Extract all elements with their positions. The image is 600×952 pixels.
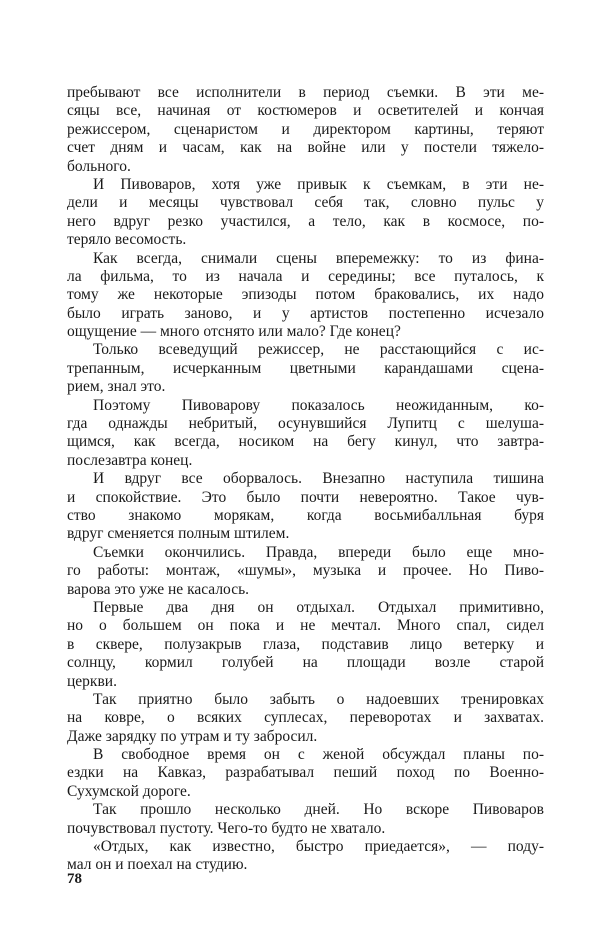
text-line: Первые два дня он отдыхал. Отдыхал примитивно, — [93, 598, 544, 616]
text-line: послезавтра конец. — [67, 451, 193, 469]
text-line: него вдруг резко участился, а тело, как в космосе, по- — [67, 212, 544, 230]
paragraph — [67, 250, 544, 342]
paragraph — [67, 470, 544, 544]
text-line: го работы: монтаж, «шумы», музыка и прочее. Но Пиво- — [67, 562, 544, 580]
text-line: Так приятно было забыть о надоевших тренировках — [93, 690, 544, 708]
text-line: почувствовал пустоту. Чего-то будто не хватало. — [67, 819, 386, 837]
text-line: рием, знал это. — [67, 378, 166, 396]
text-line: «Отдых, как известно, быстро приедается», — поду- — [93, 838, 544, 856]
text-line: Поэтому Пивоварову показалось неожиданным, ко- — [93, 396, 544, 414]
text-line: солнцу, кормил голубей на площади возле старой — [67, 654, 544, 672]
text-line: в сквере, полузакрыв глаза, подставив лицо ветерку и — [67, 635, 544, 653]
paragraph — [67, 801, 544, 838]
paragraph — [67, 544, 544, 599]
text-line: пребывают все исполнители в период съемки. В эти ме- — [67, 84, 544, 101]
paragraph — [67, 691, 544, 746]
text-line: Так прошло несколько дней. Но вскоре Пивоваров — [93, 801, 544, 819]
page-number: 78 — [67, 871, 82, 887]
text-line: счет дням и часам, как на войне или у постели тяжело- — [67, 139, 544, 157]
text-line: тому же некоторые эпизоды потом браковались, их надо — [67, 286, 544, 304]
text-line: ла фильма, то из начала и середины; все путалось, к — [67, 267, 544, 285]
text-line: вдруг сменяется полным штилем. — [67, 525, 290, 543]
paragraph — [67, 599, 544, 691]
text-line: И Пивоваров, хотя уже привык к съемкам, в эти не- — [93, 175, 544, 193]
paragraph — [67, 84, 544, 176]
text-line: Только всеведущий режиссер, не расстающийся с ис- — [93, 341, 544, 359]
text-line: больного. — [67, 157, 131, 175]
paragraph — [67, 838, 544, 875]
text-line: Сухумской дороге. — [67, 782, 191, 800]
text-line: Съемки окончились. Правда, впереди было еще мно- — [93, 543, 544, 561]
paragraph — [67, 397, 544, 471]
text-line: и спокойствие. Это было почти невероятно. Такое чув- — [67, 488, 544, 506]
text-line: дели и месяцы чувствовал себя так, словно пульс у — [67, 194, 544, 212]
text-line: В свободное время он с женой обсуждал планы по- — [93, 746, 544, 764]
body-text — [67, 84, 544, 875]
text-line: ство знакомо морякам, когда восьмибалльная буря — [67, 506, 544, 524]
text-line: режиссером, сценаристом и директором картины, теряют — [67, 120, 544, 138]
text-line: мал он и поехал на студию. — [67, 856, 248, 874]
paragraph — [67, 176, 544, 250]
text-line: Как всегда, снимали сцены вперемежку: то из фина- — [93, 249, 544, 267]
text-line: теряло весомость. — [67, 231, 187, 249]
text-line: варова это уже не касалось. — [67, 580, 250, 598]
paragraph — [67, 341, 544, 396]
text-line: гда однажды небритый, осунувшийся Лупитц с шелуша- — [67, 415, 544, 433]
text-line: ездки на Кавказ, разрабатывал пеший поход по Военно- — [67, 764, 544, 782]
text-line: Даже зарядку по утрам и ту забросил. — [67, 727, 318, 745]
text-line: на ковре, о всяких суплесах, переворотах и захватах. — [67, 709, 544, 727]
text-line: но о большем он пока и не мечтал. Много спал, сидел — [67, 617, 544, 635]
text-line: трепанным, исчерканным цветными карандашами сцена- — [67, 359, 544, 377]
text-line: сяцы все, начиная от костюмеров и осветителей и кончая — [67, 102, 544, 120]
paragraph — [67, 746, 544, 801]
text-line: И вдруг все оборвалось. Внезапно наступила тишина — [93, 470, 544, 488]
text-line: было играть заново, и у артистов постепенно исчезало — [67, 304, 544, 322]
text-line: церкви. — [67, 672, 117, 690]
text-line: ощущение — много отснято или мало? Где конец? — [67, 323, 401, 341]
text-line: щимся, как всегда, носиком на бегу кинул, что завтра- — [67, 433, 544, 451]
